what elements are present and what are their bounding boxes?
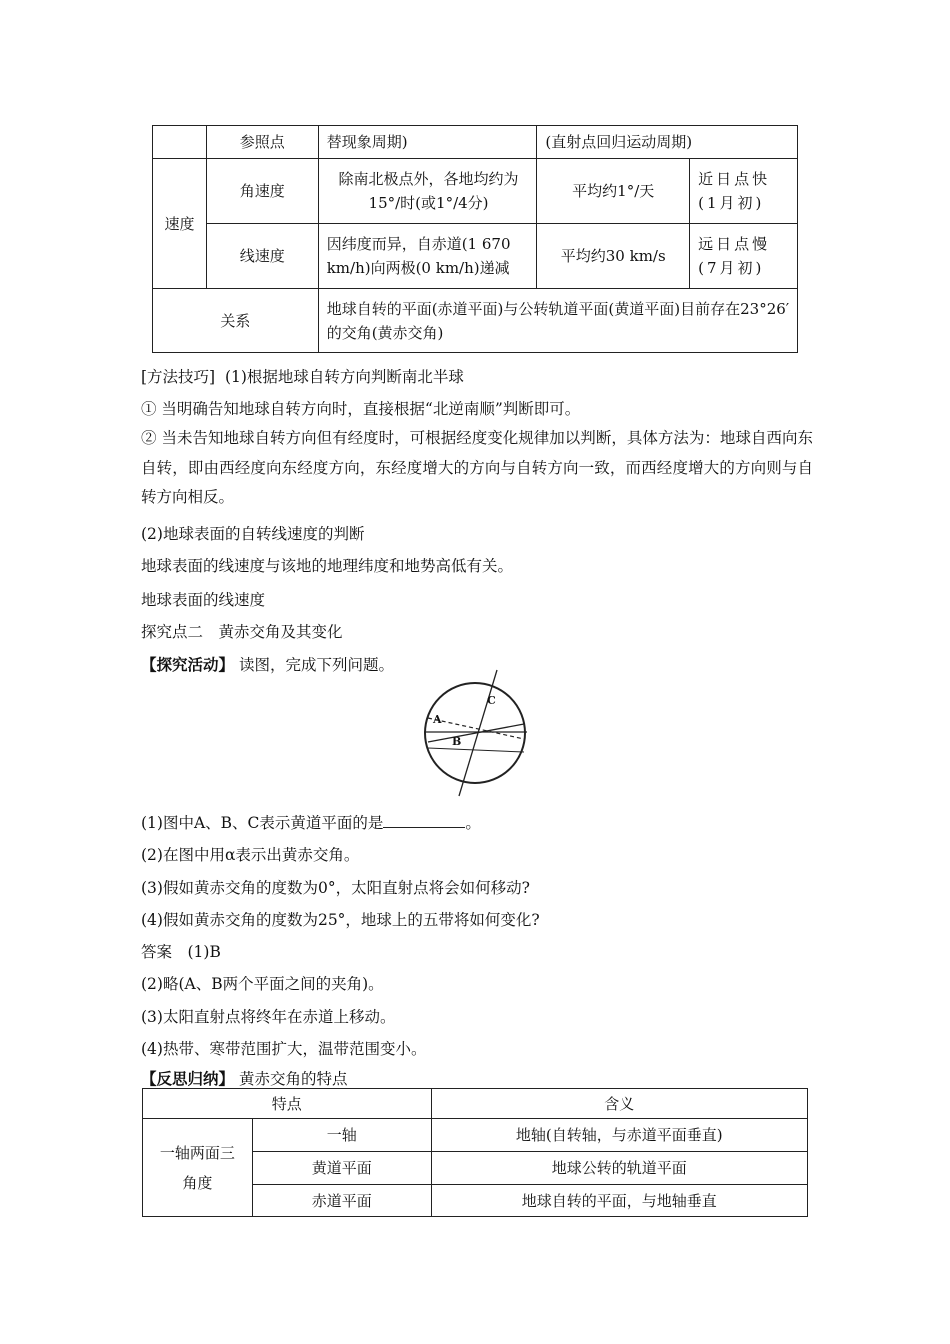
table2-header-feature: 特点 xyxy=(143,1089,432,1119)
activity-line xyxy=(141,654,394,676)
table2-row-item: 赤道平面 xyxy=(252,1185,431,1217)
angular-rotation-value: 除南北极点外，各地均约为15°/时(或1°/4分) xyxy=(318,159,537,224)
table2-group-label: 一轴两面三角度 xyxy=(143,1119,253,1217)
relation-text: 地球自转的平面(赤道平面)与公转轨道平面(黄道平面)目前存在23°26′的交角(黄赤交角) xyxy=(318,289,797,353)
ecliptic-features-table xyxy=(142,1088,808,1217)
table2-row-item: 一轴 xyxy=(252,1119,431,1152)
reflect-line xyxy=(141,1068,347,1090)
question-3: (3)假如黄赤交角的度数为0°，太阳直射点将会如何移动? xyxy=(141,879,530,897)
header-empty-cell xyxy=(153,126,207,159)
label-a: A xyxy=(433,713,442,726)
speed-label: 速度 xyxy=(153,159,207,289)
table2-row-item: 黄道平面 xyxy=(252,1152,431,1185)
reflect-tag: 【反思归纳】 xyxy=(141,1069,235,1088)
method-title: (1)根据地球自转方向判断南北半球 xyxy=(224,368,464,386)
linear-revolution-value: 平均约30 km/s xyxy=(537,224,690,289)
lower-parallel-line xyxy=(428,748,524,752)
answer-2: (2)略(A、B两个平面之间的夹角)。 xyxy=(141,975,384,993)
method-paragraph-5: 地球表面的线速度 xyxy=(141,591,266,609)
answer-1: 答案 (1)B xyxy=(141,943,221,961)
linear-speed-label: 线速度 xyxy=(206,224,318,289)
header-reference-point: 参照点 xyxy=(206,126,318,159)
ecliptic-diagram xyxy=(418,668,534,800)
header-rotation-period: 替现象周期) xyxy=(318,126,537,159)
table2-row-meaning: 地球公转的轨道平面 xyxy=(431,1152,807,1185)
section-heading: 探究点二 黄赤交角及其变化 xyxy=(141,623,343,641)
table2-row-meaning: 地球自转的平面，与地轴垂直 xyxy=(431,1185,807,1217)
reflect-text: 黄赤交角的特点 xyxy=(238,1070,348,1088)
question-1-end: 。 xyxy=(465,814,481,832)
table2-header-meaning: 含义 xyxy=(431,1089,807,1119)
relation-label: 关系 xyxy=(153,289,319,353)
header-revolution-period: (直射点回归运动周期) xyxy=(537,126,798,159)
answer-4: (4)热带、寒带范围扩大，温带范围变小。 xyxy=(141,1040,427,1058)
angular-revolution-value: 平均约1°/天 xyxy=(537,159,690,224)
method-heading xyxy=(141,366,464,388)
question-4: (4)假如黄赤交角的度数为25°，地球上的五带将如何变化? xyxy=(141,911,540,929)
activity-tag: 【探究活动】 xyxy=(141,655,235,674)
dashed-parallel-top xyxy=(428,718,524,739)
method-paragraph-2: ② 当未告知地球自转方向但有经度时，可根据经度变化规律加以判断，具体方法为：地球自西向东自转，即由西经度向东经度方向，东经度增大的方向与自转方向一致，而西经度增大的方向则与自转方向相反。 xyxy=(141,429,813,506)
motion-comparison-table xyxy=(152,125,798,353)
angular-speed-label: 角速度 xyxy=(206,159,318,224)
question-1 xyxy=(141,812,481,834)
label-c: C xyxy=(487,694,496,707)
table2-row-meaning: 地轴(自转轴，与赤道平面垂直) xyxy=(431,1119,807,1152)
question-1-text: (1)图中A、B、C表示黄道平面的是 xyxy=(141,814,384,832)
method-tag: [方法技巧] xyxy=(141,368,216,386)
perihelion-note: 近日点快(1月初) xyxy=(690,159,798,224)
method-paragraph-4: 地球表面的线速度与该地的地理纬度和地势高低有关。 xyxy=(141,557,514,575)
method-paragraph-3: (2)地球表面的自转线速度的判断 xyxy=(141,525,365,543)
activity-text: 读图，完成下列问题。 xyxy=(238,656,394,674)
label-b: B xyxy=(452,735,462,748)
linear-rotation-value: 因纬度而异，自赤道(1 670 km/h)向两极(0 km/h)递减 xyxy=(318,224,537,289)
method-paragraph-1: ① 当明确告知地球自转方向时，直接根据“北逆南顺”判断即可。 xyxy=(141,400,581,418)
question-2: (2)在图中用α表示出黄赤交角。 xyxy=(141,846,360,864)
aphelion-note: 远日点慢(7月初) xyxy=(690,224,798,289)
answer-3: (3)太阳直射点将终年在赤道上移动。 xyxy=(141,1008,396,1026)
answer-blank[interactable] xyxy=(383,812,465,828)
